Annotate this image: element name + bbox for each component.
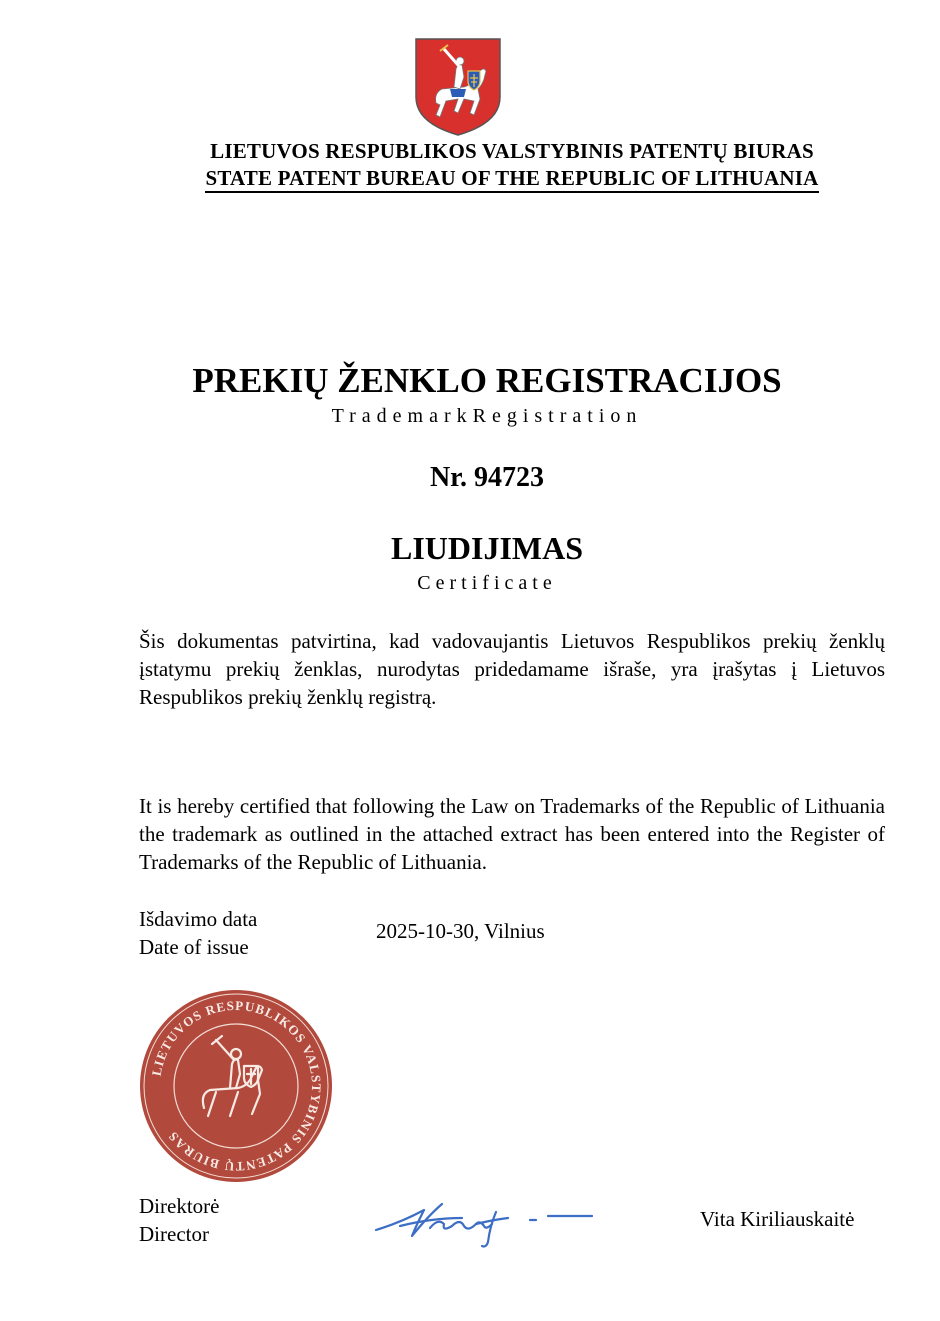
organization-name-en: STATE PATENT BUREAU OF THE REPUBLIC OF LITHUANIA [205, 166, 818, 193]
director-name: Vita Kiriliauskaitė [700, 1207, 855, 1231]
certification-text-lt: Šis dokumentas patvirtina, kad vadovaujantis Lietuvos Respublikos prekių ženklų įstatymu prekių ženklas, nurodytas pridedamame išraše, yra įrašytas į Lietuvos Respublikos prekių ženklų registrą. [139, 629, 885, 709]
issue-date-label-en: Date of issue [139, 935, 249, 959]
organization-name-lt: LIETUVOS RESPUBLIKOS VALSTYBINIS PATENTŲ BIURAS [210, 139, 814, 163]
official-seal-icon [138, 988, 334, 1184]
certification-text-en: It is hereby certified that following the Law on Trademarks of the Republic of Lithuania the trademark as outlined in the attached extract has been entered into the Register of Trademarks of the Republic of Lithuania. [139, 794, 885, 874]
director-label-lt: Direktorė [139, 1194, 220, 1218]
registration-number: Nr. 94723 [429, 462, 545, 493]
certificate-title-lt: LIUDIJIMAS [390, 530, 584, 566]
director-label [139, 1192, 219, 1248]
certificate-title-en: Certificate [417, 572, 557, 594]
document-title-en: TrademarkRegistration [331, 405, 643, 427]
seal-text: LIETUVOS RESPUBLIKOS VALSTYBINIS PATENTŲ BIURAS [148, 997, 325, 1175]
document-title-lt: PREKIŲ ŽENKLO REGISTRACIJOS [192, 361, 782, 400]
coat-of-arms-icon [414, 37, 502, 137]
organization-name-en-wrap [0, 166, 940, 193]
issue-date-label [139, 905, 257, 961]
issue-date-label-lt: Išdavimo data [139, 907, 258, 931]
director-label-en: Director [139, 1222, 209, 1246]
issue-date-value: 2025-10-30, Vilnius [376, 919, 545, 943]
signature-icon [372, 1196, 596, 1250]
